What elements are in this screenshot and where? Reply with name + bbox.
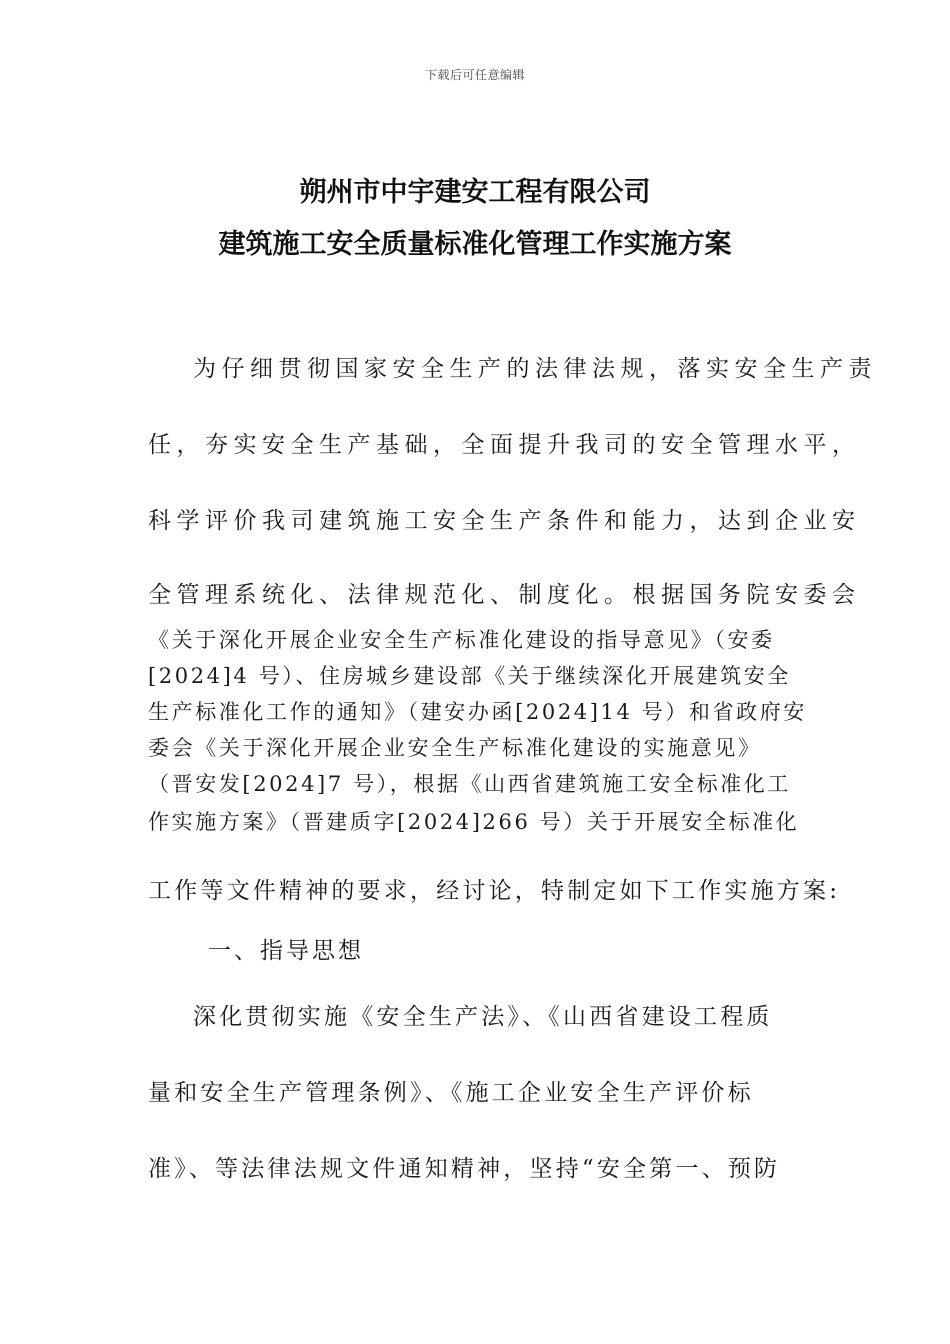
document-title-line-2: 建筑施工安全质量标准化管理工作实施方案: [218, 229, 732, 260]
paragraph-line: [2024]4 号）、住房城乡建设部《关于继续深化开展建筑安全: [148, 664, 791, 688]
section-heading: 一、指导思想: [208, 938, 364, 964]
document-title-line-1: 朔州市中宇建安工程有限公司: [299, 177, 651, 208]
paragraph-line: 委会《关于深化开展企业安全生产标准化建设的实施意见》: [148, 736, 762, 760]
paragraph-line: 《关于深化开展企业安全生产标准化建设的指导意见》（安委: [148, 628, 775, 652]
paragraph-line: 全管理系统化、法律规范化、制度化。根据国务院安委会: [148, 582, 861, 608]
paragraph-line: 深化贯彻实施《安全生产法》、《山西省建设工程质: [193, 1004, 773, 1030]
paragraph-line: 生产标准化工作的通知》（建安办函[2024]14 号）和省政府安: [148, 700, 807, 724]
paragraph-line: （晋安发[2024]7 号），根据《山西省建筑施工安全标准化工: [148, 772, 791, 796]
paragraph-line: 作实施方案》（晋建质字[2024]266 号）关于开展安全标准化: [148, 810, 800, 834]
header-note: 下载后可任意编辑: [424, 68, 525, 82]
paragraph-line: 任，夯实安全生产基础，全面提升我司的安全管理水平，: [148, 432, 861, 458]
paragraph-line: 量和安全生产管理条例》、《施工企业安全生产评价标: [148, 1080, 754, 1106]
paragraph-line: 科学评价我司建筑施工安全生产条件和能力，达到企业安: [148, 508, 861, 534]
paragraph-line: 准》、等法律法规文件通知精神，坚持“安全第一、预防: [148, 1156, 781, 1182]
paragraph-line: 工作等文件精神的要求，经讨论，特制定如下工作实施方案:: [148, 878, 841, 904]
paragraph-line: 为仔细贯彻国家安全生产的法律法规，落实安全生产责: [193, 356, 877, 382]
